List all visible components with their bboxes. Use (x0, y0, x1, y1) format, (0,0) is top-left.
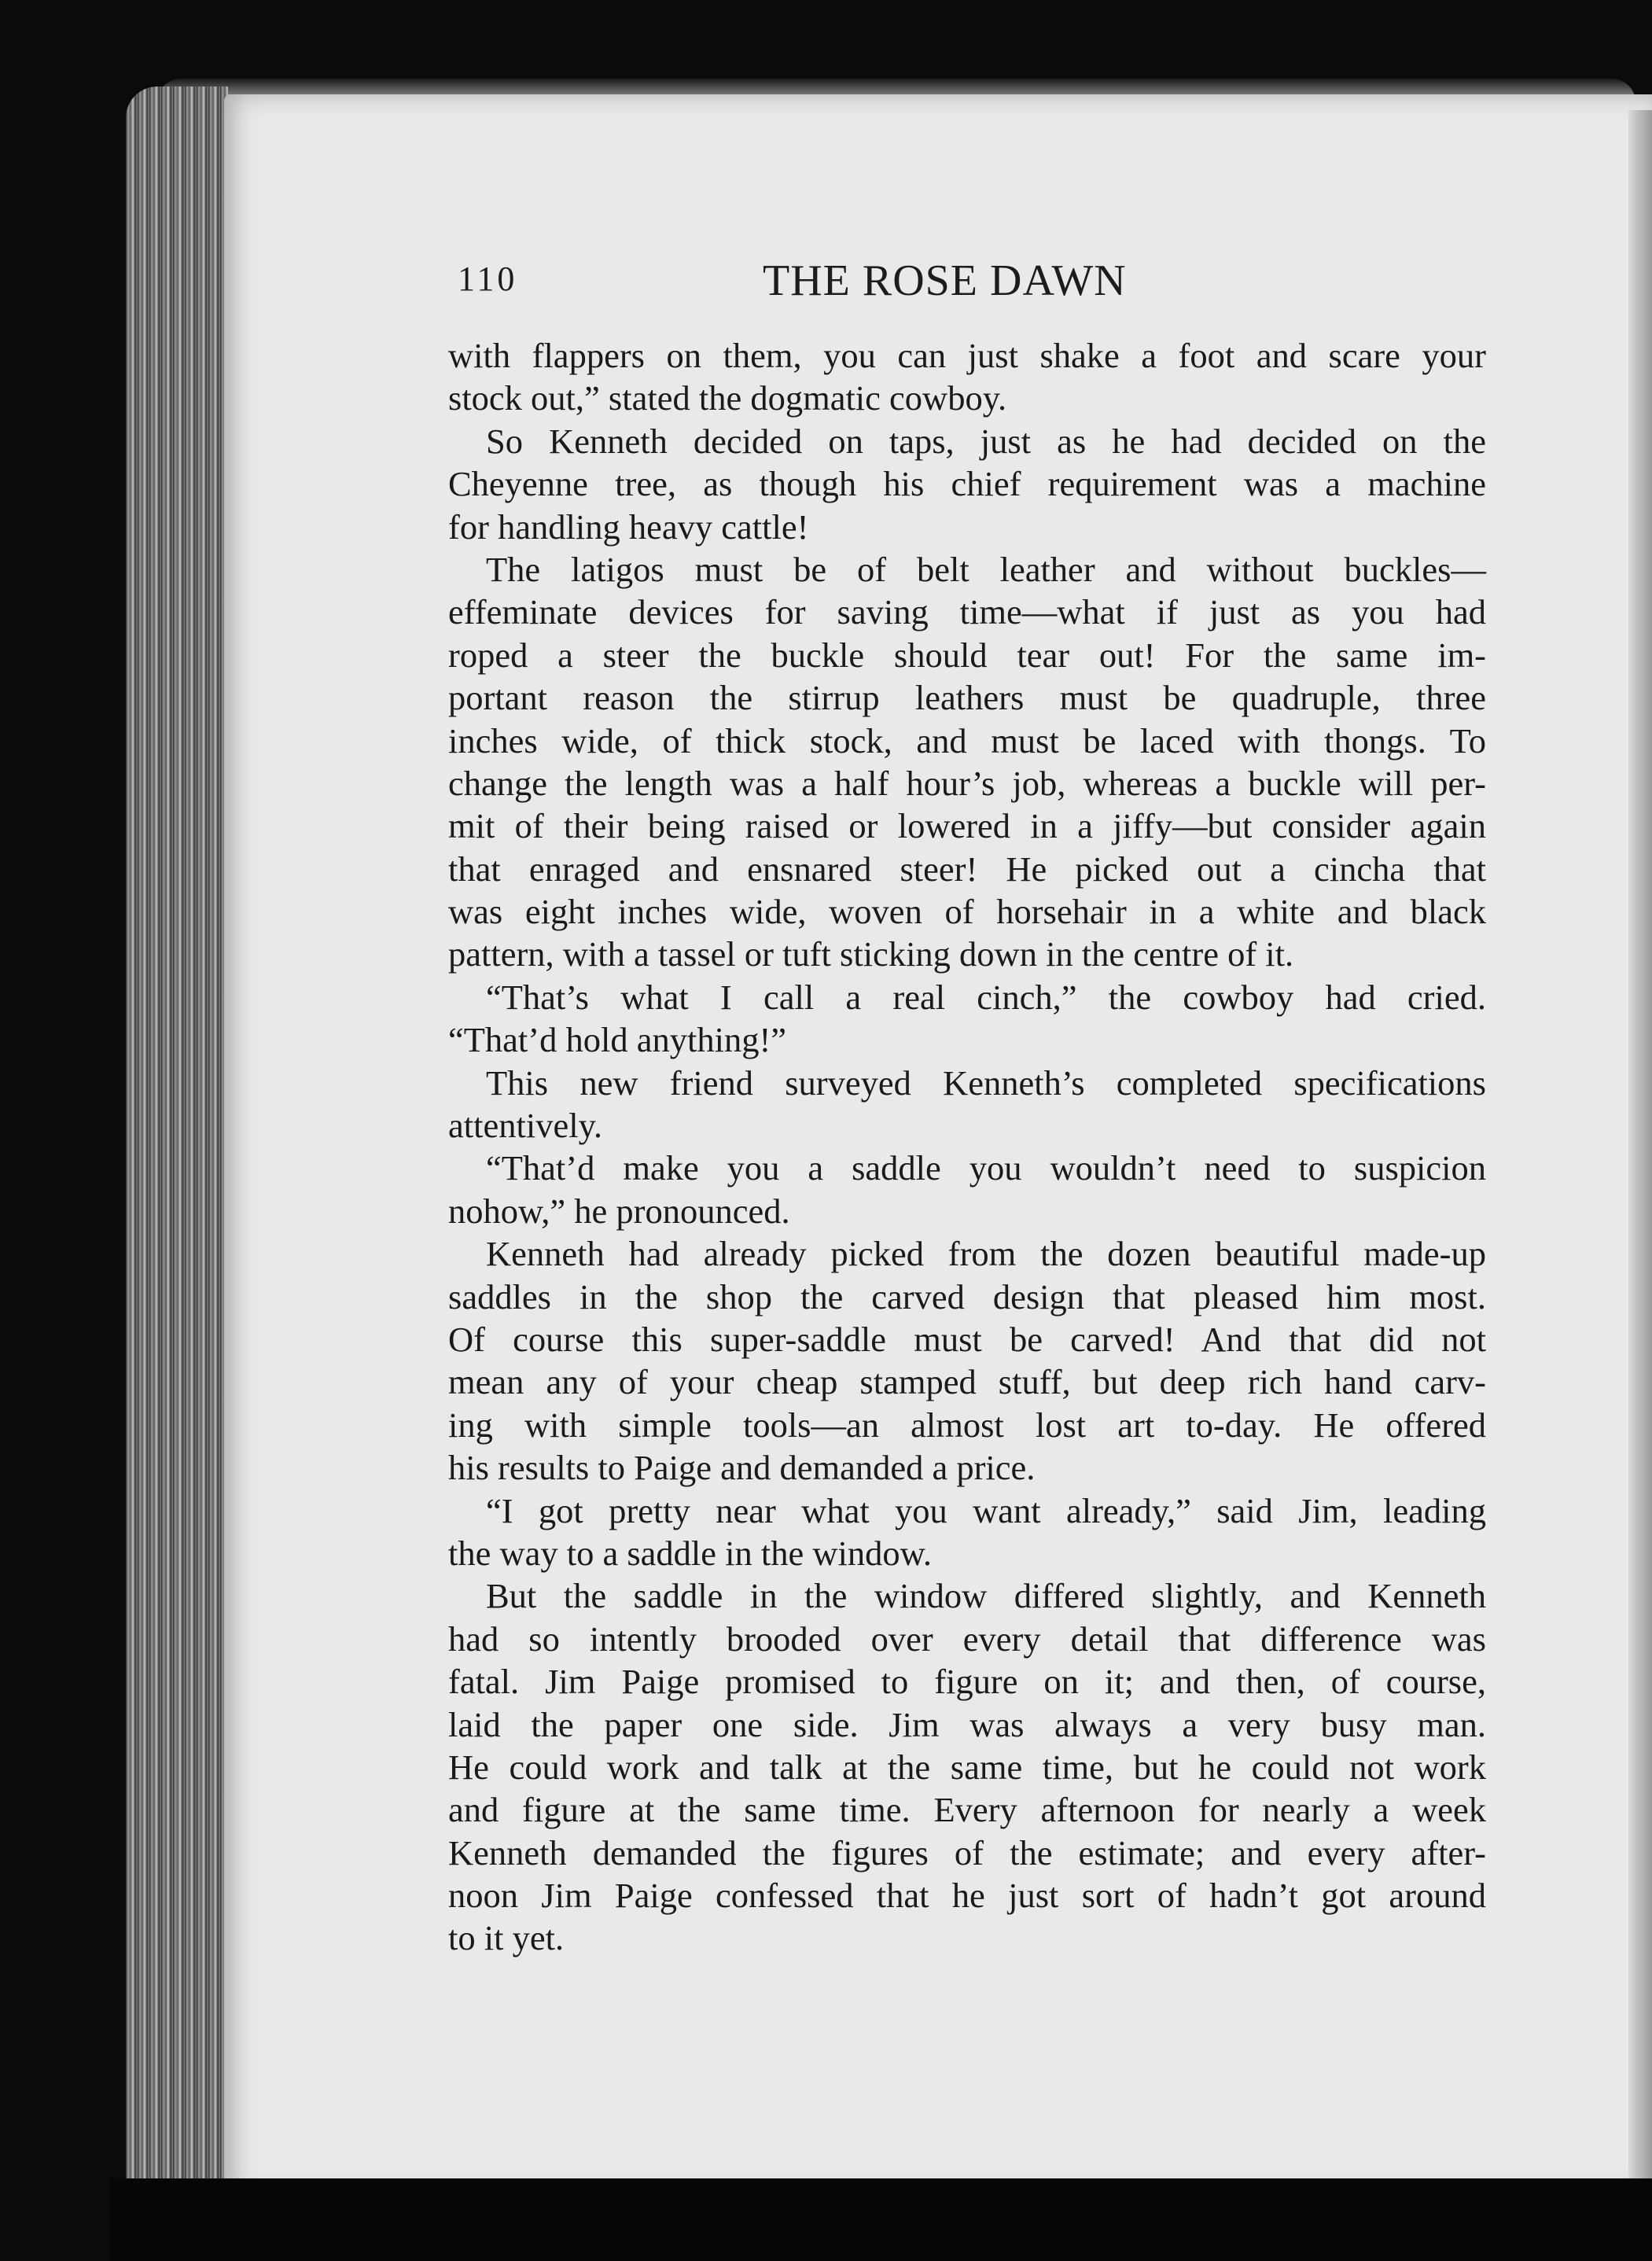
text-line: fatal. Jim Paige promised to figure on it; and then, of course, (448, 1662, 1486, 1702)
text-line: portant reason the stirrup leathers must be quadruple, three (448, 678, 1486, 718)
book-right-edge (1628, 110, 1652, 2202)
text-line: the way to a saddle in the window. (448, 1533, 933, 1573)
text-line: This new friend surveyed Kenneth’s completed specifications (486, 1062, 1486, 1103)
text-line: stock out,” stated the dogmatic cowboy. (448, 378, 1007, 418)
text-line: laid the paper one side. Jim was always a very busy man. (448, 1704, 1486, 1744)
page-number: 110 (458, 260, 518, 298)
text-line: noon Jim Paige confessed that he just sort of hadn’t got around (448, 1876, 1486, 1916)
text-line: change the length was a half hour’s job, whereas a buckle will per- (448, 763, 1486, 803)
text-line: “I got pretty near what you want already,” said Jim, leading (486, 1490, 1486, 1530)
bottom-shadow (110, 2178, 1652, 2261)
text-line: for handling heavy cattle! (448, 506, 809, 547)
text-line: The latigos must be of belt leather and without buckles— (486, 549, 1486, 589)
body-text (448, 334, 1486, 1960)
book-page-edges (126, 87, 228, 2194)
text-line: to it yet. (448, 1918, 565, 1958)
text-line: “That’d hold anything!” (448, 1020, 787, 1060)
text-line: with flappers on them, you can just shake a foot and scare your (448, 336, 1486, 375)
text-line: mean any of your cheap stamped stuff, but deep rich hand carv- (448, 1362, 1486, 1402)
text-line: Kenneth demanded the figures of the estimate; and every after- (448, 1832, 1486, 1873)
text-line: his results to Paige and demanded a price. (448, 1448, 1036, 1488)
running-head (458, 256, 1480, 319)
text-line: saddles in the shop the carved design that pleased him most. (448, 1276, 1486, 1316)
text-line: mit of their being raised or lowered in a jiffy—but consider again (448, 806, 1486, 846)
text-line: Cheyenne tree, as though his chief requirement was a machine (448, 464, 1486, 504)
text-line: and figure at the same time. Every afternoon for nearly a week (448, 1790, 1486, 1830)
text-line: “That’s what I call a real cinch,” the cowboy had cried. (486, 977, 1486, 1017)
text-line: attentively. (448, 1106, 603, 1146)
text-line: But the saddle in the window differed slightly, and Kenneth (486, 1576, 1486, 1616)
text-line: was eight inches wide, woven of horsehair in a white and black (448, 892, 1486, 932)
text-line: nohow,” he pronounced. (448, 1191, 790, 1231)
text-line: “That’d make you a saddle you wouldn’t need to suspicion (486, 1148, 1486, 1188)
text-line: Kenneth had already picked from the dozen beautiful made-up (486, 1234, 1486, 1274)
text-line: pattern, with a tassel or tuft sticking down in the centre of it. (448, 934, 1294, 974)
text-line: ing with simple tools—an almost lost art to-day. He offered (448, 1405, 1486, 1445)
running-title: THE ROSE DAWN (763, 256, 1127, 305)
text-line: roped a steer the buckle should tear out! For the same im- (448, 635, 1486, 675)
text-line: Of course this super-saddle must be carved! And that did not (448, 1319, 1486, 1359)
text-line: had so intently brooded over every detail that difference was (448, 1618, 1486, 1659)
text-line: He could work and talk at the same time, but he could not work (448, 1747, 1486, 1787)
text-line: So Kenneth decided on taps, just as he had decided on the (486, 421, 1486, 461)
text-line: that enraged and ensnared steer! He picked out a cincha that (448, 849, 1486, 889)
text-line: inches wide, of thick stock, and must be laced with thongs. To (448, 720, 1486, 760)
text-line: effeminate devices for saving time—what if just as you had (448, 592, 1486, 632)
